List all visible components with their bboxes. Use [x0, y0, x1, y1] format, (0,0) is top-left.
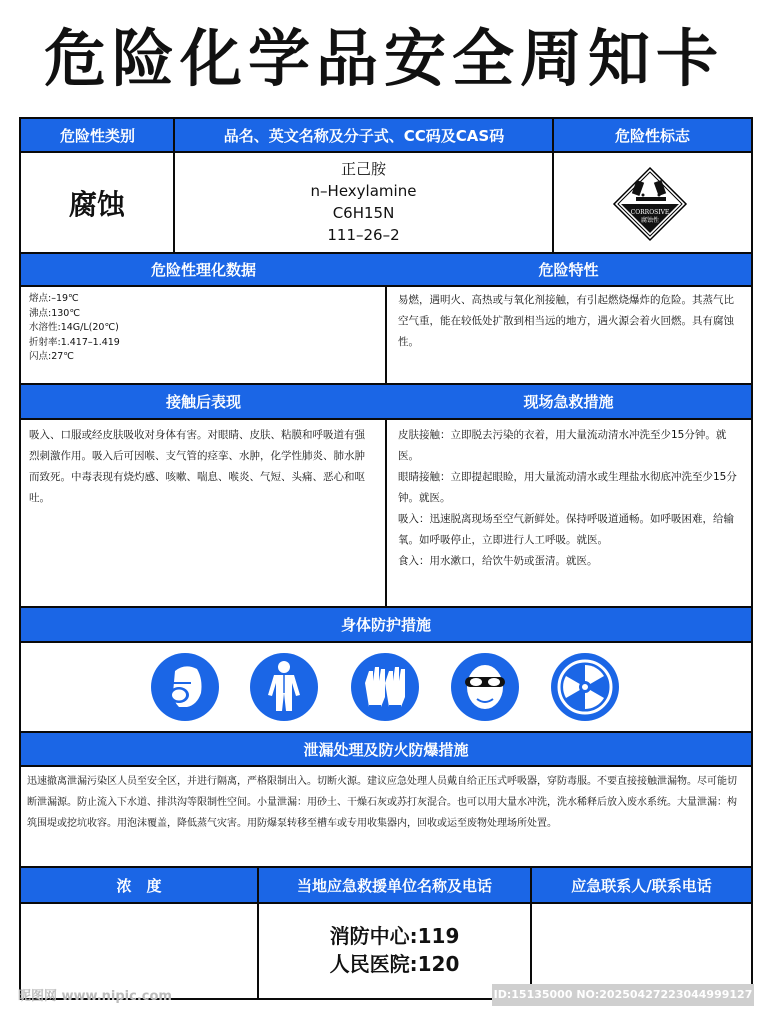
exposure-text: 吸入、口服或经皮肤吸收对身体有害。对眼睛、皮肤、粘膜和呼吸道有强烈刺激作用。吸入后可因喉、支气管的痉挛、水肿，化学性肺炎、肺水肿而致死。中毒表现有烧灼感、咳嗽、喘息、喉炎、气短、头痛、恶心和呕吐。 — [29, 429, 365, 504]
first-aid-header: 现场急救措施 — [386, 385, 751, 418]
physchem-header: 危险性理化数据 — [21, 254, 386, 285]
hazard-sign-header: 危险性标志 — [554, 119, 751, 151]
hazard-props-header: 危险特性 — [386, 254, 751, 285]
hazard-class-header: 危险性类别 — [21, 119, 174, 151]
watermark-right: ID:15135000 NO:20250427223044999127 — [492, 984, 754, 1006]
hospital-phone: 人民医院:120 — [329, 952, 460, 976]
emergency-contacts — [259, 922, 530, 986]
first-aid-ingestion: 食入：用水漱口，给饮牛奶或蛋清。就医。 — [398, 555, 598, 567]
protection-header: 身体防护措施 — [21, 608, 751, 641]
corrosive-sign — [612, 166, 688, 242]
fire-center-phone: 消防中心:119 — [329, 924, 460, 948]
melting-point: 熔点:–19℃ — [29, 293, 79, 304]
hazard-class-value: 腐蚀 — [68, 187, 125, 221]
spill-text: 迅速撤离泄漏污染区人员至安全区，并进行隔离，严格限制出入。切断火源。建议应急处理人员戴自给正压式呼吸器，穿防毒服。不要直接接触泄漏物。尽可能切断泄漏源。防止流入下水道、排洪沟等限制性空间。小量泄漏：用砂土、干燥石灰或苏打灰混合。也可以用大量水冲洗，洗水稀释后放入废水系统。大量泄漏：构筑围堤或挖坑收容。用泡沫覆盖，降低蒸气灾害。用防爆泵转移至槽车或专用收集器内，回收或运至废物处理场所处置。 — [27, 776, 737, 829]
protective-suit-icon — [250, 653, 318, 721]
flash-point: 闪点:27℃ — [29, 351, 74, 362]
substance-cas: 111–26–2 — [327, 226, 400, 244]
watermark-left: 昵图网 www.nipic.com — [18, 989, 172, 1004]
spill-header: 泄漏处理及防火防爆措施 — [21, 733, 751, 765]
substance-cn-name: 正己胺 — [340, 160, 386, 178]
substance-info — [175, 158, 552, 250]
sign-text-cn: 腐蚀性 — [640, 217, 660, 224]
water-solubility: 水溶性:14G/L(20℃) — [29, 322, 119, 333]
page-title: 危险化学品安全周知卡 — [43, 22, 724, 95]
goggles-icon — [451, 653, 519, 721]
gloves-icon — [351, 653, 419, 721]
first-aid-skin: 皮肤接触：立即脱去污染的衣着，用大量流动清水冲洗至少15分钟。就医。 — [398, 429, 727, 462]
corrosive-diamond-icon — [612, 166, 688, 242]
first-aid-inhalation: 吸入：迅速脱离现场至空气新鲜处。保持呼吸道通畅。如呼吸困难，给输氧。如呼吸停止，立即进行人工呼吸。就医。 — [398, 513, 734, 546]
sign-text-en: CORROSIVE — [630, 209, 670, 216]
respirator-icon — [151, 653, 219, 721]
exposure-header: 接触后表现 — [21, 385, 386, 418]
substance-formula: C6H15N — [332, 204, 395, 222]
substance-en-name: n–Hexylamine — [310, 182, 417, 200]
ventilation-icon — [551, 653, 619, 721]
contact-header: 应急联系人/联系电话 — [532, 868, 751, 902]
physchem-data — [29, 292, 379, 382]
hazard-props-text: 易燃，遇明火、高热或与氧化剂接触，有引起燃烧爆炸的危险。其蒸气比空气重，能在较低处扩散到相当远的地方，遇火源会着火回燃。具有腐蚀性。 — [398, 294, 734, 348]
concentration-header: 浓 度 — [21, 868, 257, 902]
boiling-point: 沸点:130℃ — [29, 307, 81, 319]
first-aid-text — [398, 425, 743, 605]
emergency-unit-header: 当地应急救援单位名称及电话 — [259, 868, 530, 902]
refractive-index: 折射率:1.417–1.419 — [29, 336, 120, 348]
first-aid-eyes: 眼睛接触：立即提起眼睑，用大量流动清水或生理盐水彻底冲洗至少15分钟。就医。 — [398, 471, 737, 504]
name-header: 品名、英文名称及分子式、CC码及CAS码 — [175, 119, 553, 151]
